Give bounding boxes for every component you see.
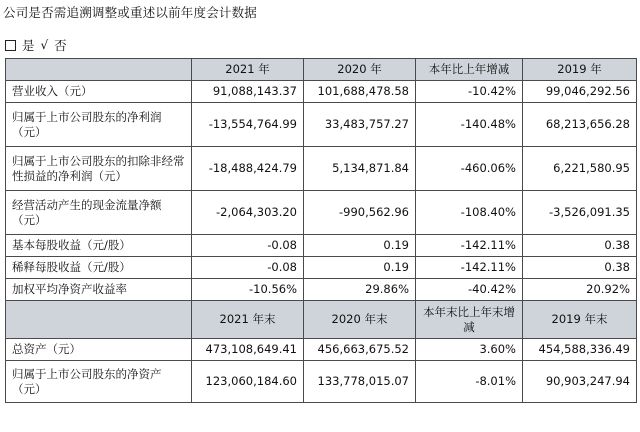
value-cell: -13,554,764.99	[192, 103, 304, 147]
value-cell: 0.19	[304, 235, 416, 257]
checkmark-icon: √	[40, 38, 49, 52]
value-cell: -0.08	[192, 257, 304, 279]
value-cell: -142.11%	[416, 235, 523, 257]
restatement-option	[5, 36, 67, 54]
value-cell: -0.08	[192, 235, 304, 257]
value-cell: -460.06%	[416, 147, 523, 191]
header-cell: 本年末比上年末增减	[416, 301, 523, 339]
table-row	[6, 191, 637, 235]
value-cell: -142.11%	[416, 257, 523, 279]
value-cell: 68,213,656.28	[523, 103, 637, 147]
financial-data-table	[5, 58, 637, 403]
row-label: 营业收入（元）	[6, 81, 192, 103]
value-cell: 454,588,336.49	[523, 339, 637, 361]
table-row	[6, 147, 637, 191]
header-cell: 2021 年末	[192, 301, 304, 339]
header-cell: 2019 年	[523, 59, 637, 81]
value-cell: 29.86%	[304, 279, 416, 301]
value-cell: 90,903,247.94	[523, 361, 637, 403]
value-cell: -140.48%	[416, 103, 523, 147]
value-cell: 101,688,478.58	[304, 81, 416, 103]
value-cell: 456,663,675.52	[304, 339, 416, 361]
value-cell: -2,064,303.20	[192, 191, 304, 235]
no-label: 否	[54, 38, 67, 53]
value-cell: -990,562.96	[304, 191, 416, 235]
value-cell: 99,046,292.56	[523, 81, 637, 103]
section-heading: 公司是否需追溯调整或重述以前年度会计数据	[3, 5, 258, 20]
table-row	[6, 103, 637, 147]
value-cell: 6,221,580.95	[523, 147, 637, 191]
row-label: 加权平均净资产收益率	[6, 279, 192, 301]
row-label: 归属于上市公司股东的净资产（元）	[6, 361, 192, 403]
header-cell	[6, 301, 192, 339]
header-row-annual	[6, 59, 637, 81]
value-cell: -8.01%	[416, 361, 523, 403]
row-label: 归属于上市公司股东的净利润（元）	[6, 103, 192, 147]
row-label: 归属于上市公司股东的扣除非经常性损益的净利润（元）	[6, 147, 192, 191]
table-row	[6, 81, 637, 103]
header-row-year-end	[6, 301, 637, 339]
row-label: 总资产（元）	[6, 339, 192, 361]
value-cell: 3.60%	[416, 339, 523, 361]
table-row	[6, 339, 637, 361]
value-cell: 123,060,184.60	[192, 361, 304, 403]
yes-label: 是	[22, 38, 35, 53]
header-cell: 2020 年末	[304, 301, 416, 339]
header-cell: 2020 年	[304, 59, 416, 81]
value-cell: 473,108,649.41	[192, 339, 304, 361]
value-cell: -10.42%	[416, 81, 523, 103]
header-cell: 2021 年	[192, 59, 304, 81]
table-row	[6, 279, 637, 301]
value-cell: -3,526,091.35	[523, 191, 637, 235]
row-label: 基本每股收益（元/股）	[6, 235, 192, 257]
value-cell: -40.42%	[416, 279, 523, 301]
value-cell: 20.92%	[523, 279, 637, 301]
value-cell: 0.19	[304, 257, 416, 279]
row-label: 经营活动产生的现金流量净额（元）	[6, 191, 192, 235]
value-cell: -10.56%	[192, 279, 304, 301]
value-cell: -18,488,424.79	[192, 147, 304, 191]
header-cell	[6, 59, 192, 81]
value-cell: 5,134,871.84	[304, 147, 416, 191]
checkbox-icon	[5, 40, 16, 51]
table-row	[6, 257, 637, 279]
header-cell: 2019 年末	[523, 301, 637, 339]
value-cell: -108.40%	[416, 191, 523, 235]
table-row	[6, 361, 637, 403]
table-row	[6, 235, 637, 257]
header-cell: 本年比上年增减	[416, 59, 523, 81]
value-cell: 91,088,143.37	[192, 81, 304, 103]
row-label: 稀释每股收益（元/股）	[6, 257, 192, 279]
value-cell: 33,483,757.27	[304, 103, 416, 147]
value-cell: 0.38	[523, 235, 637, 257]
value-cell: 0.38	[523, 257, 637, 279]
value-cell: 133,778,015.07	[304, 361, 416, 403]
